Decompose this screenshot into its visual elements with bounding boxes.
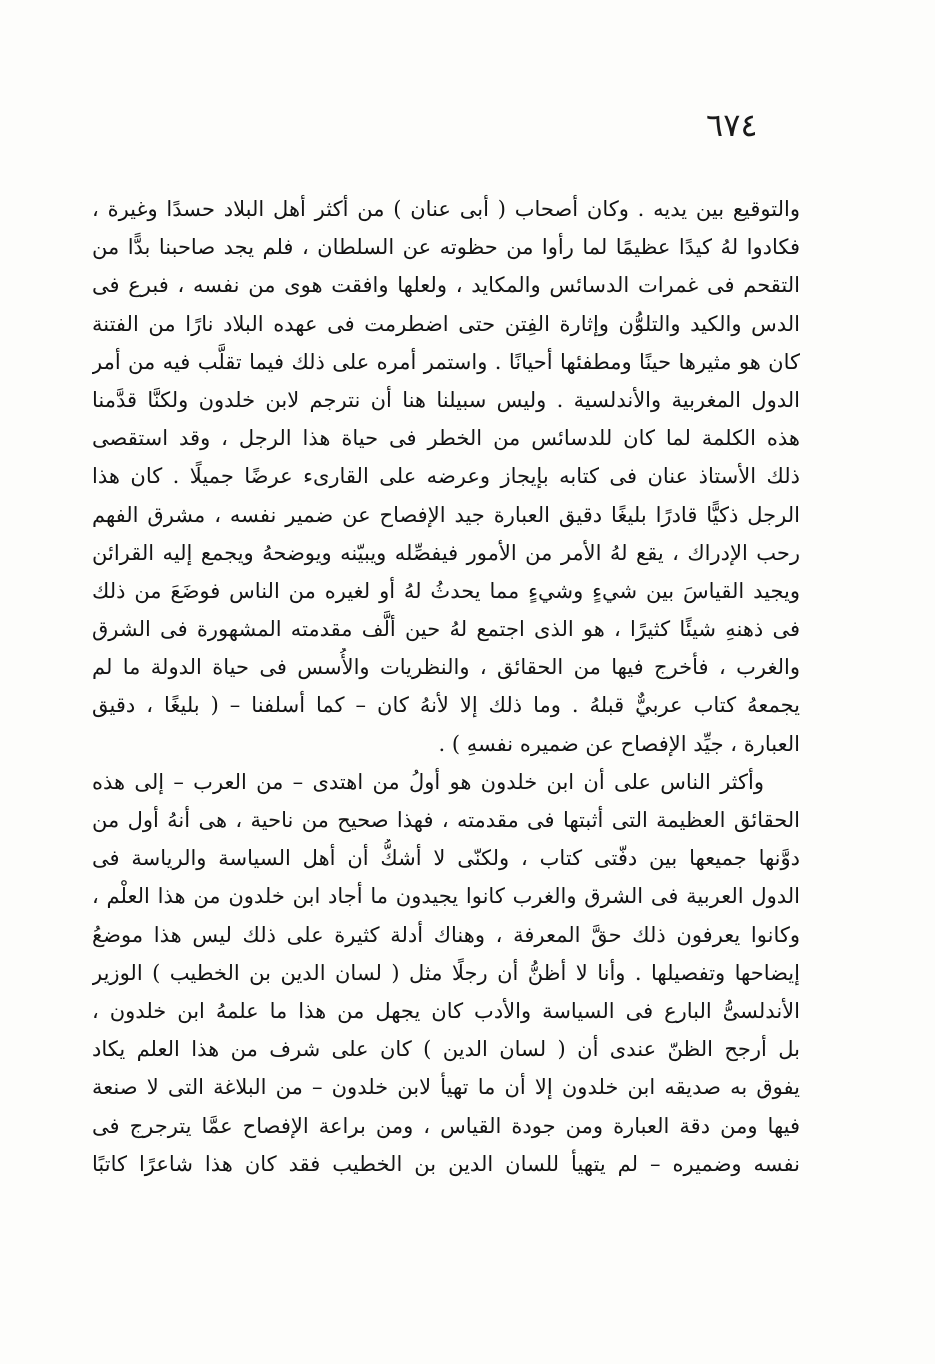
text-line: والتوقيع بين يديه . وكان أصحاب ( أبى عنان ) من أكثر أهل البلاد حسدًا وغيرة ،: [92, 197, 800, 221]
text-line: فى ذهنهِ شيئًا كثيرًا ، هو الذى اجتمع لهُ حين ألَّف مقدمته المشهورة فى الشرق: [92, 617, 800, 642]
text-line: الدس والكيد والتلوُّن وإثارة الفِتن حتى اضطرمت فى عهده البلاد نارًا من الفتنة: [92, 311, 800, 336]
text-line: ذلك الأستاذ عنان فى كتابه بإيجاز وعرضه على القارىء عرضًا جميلًا . كان هذا: [92, 464, 800, 489]
text-line: يفوق به صديقه ابن خلدون إلا أن ما تهيأ لابن خلدون – من البلاغة التى لا صنعة: [92, 1075, 800, 1100]
text-line: كان هو مثيرها حينًا ومطفئها أحيانًا . واستمر أمره على ذلك فيما تقلَّب فيه من أمر: [92, 349, 800, 374]
text-line: الدول المغربية والأندلسية . وليس سبيلنا هنا أن نترجم لابن خلدون ولكنَّا قدَّمنا: [92, 387, 800, 412]
text-line: الدول العربية فى الشرق والغرب كانوا يجيدون ما أجاد ابن خلدون من هذا العلْم ،: [92, 884, 800, 909]
text-line: إيضاحها وتفصيلها . وأنا لا أظنُّ أن رجلًا مثل ( لسان الدين بن الخطيب ) الوزير: [92, 960, 800, 985]
text-line: فيها ومن دقة العبارة ومن جودة القياس ، ومن براعة الإفصاح عمَّا يترجرج فى: [92, 1113, 800, 1138]
text-line: يجمعهُ كتاب عربيٌّ قبلهُ . وما ذلك إلا لأنهُ كان – كما أسلفنا – ( بليغًا ، دقيق: [92, 693, 800, 718]
text-line: نفسه وضميره – لم يتهيأ للسان الدين بن الخطيب فقد كان هذا شاعرًا كاتبًا: [92, 1151, 800, 1176]
text-line: بل أرجح الظنّ عندى أن ( لسان الدين ) كان على شرف من هذا العلم يكاد: [92, 1037, 800, 1062]
text-line-first: وأكثر الناس على أن ابن خلدون هو أولُ من اهتدى – من العرب – إلى هذه: [92, 769, 764, 794]
page-number: ٦٧٤: [706, 106, 758, 144]
text-line: هذه الكلمة لما كان للدسائس من الخطر فى حياة هذا الرجل ، وقد استقصى: [92, 426, 800, 451]
text-line-last: العبارة ، جيِّد الإفصاح عن ضميره نفسهِ ) .: [438, 731, 800, 756]
text-line: فكادوا لهُ كيدًا عظيمًا لما رأوا من حظوته عن السلطان ، فلم يجد صاحبنا بدًّا من: [92, 235, 800, 260]
text-line: وكانوا يعرفون ذلك حقَّ المعرفة ، وهناك أدلة كثيرة على ذلك ليس هذا موضعُ: [92, 922, 800, 947]
body-text: [92, 190, 800, 1183]
text-line: دوَّنها جميعها بين دفّتى كتاب ، ولكنّى لا أشكُّ أن أهل السياسة والرياسة فى: [92, 846, 800, 871]
text-line: الحقائق العظيمة التى أثبتها فى مقدمته ، فهذا صحيح من ناحية ، هى أنهُ أول من: [92, 808, 800, 832]
text-line: ويجيد القياسَ بين شيءٍ وشيءٍ مما يحدثُ لهُ أو لغيره من الناس فوضَعَ من ذلك: [92, 578, 800, 603]
text-line: رحب الإدراك ، يقع لهُ الأمر من الأمور فيفصِّله ويبيّنه ويوضحهُ ويجمع إليه القرائن: [92, 540, 800, 565]
paragraph-1: [92, 190, 800, 763]
text-line: الرجل ذكيًّا قادرًا بليغًا دقيق العبارة جيد الإفصاح عن ضمير نفسه ، مشرق الفهم: [92, 502, 800, 527]
paragraph-2: [92, 763, 800, 1183]
text-line: الأندلسىُّ البارع فى السياسة والأدب كان يجهل من هذا ما علمهُ ابن خلدون ،: [92, 998, 800, 1023]
text-line: والغرب ، فأخرج فيها من الحقائق ، والنظريات والأُسس فى حياة الدولة ما لم: [92, 655, 800, 680]
text-line: التقحم فى غمرات الدسائس والمكايد ، ولعلها وافقت هوى من نفسه ، فبرع فى: [92, 273, 800, 298]
